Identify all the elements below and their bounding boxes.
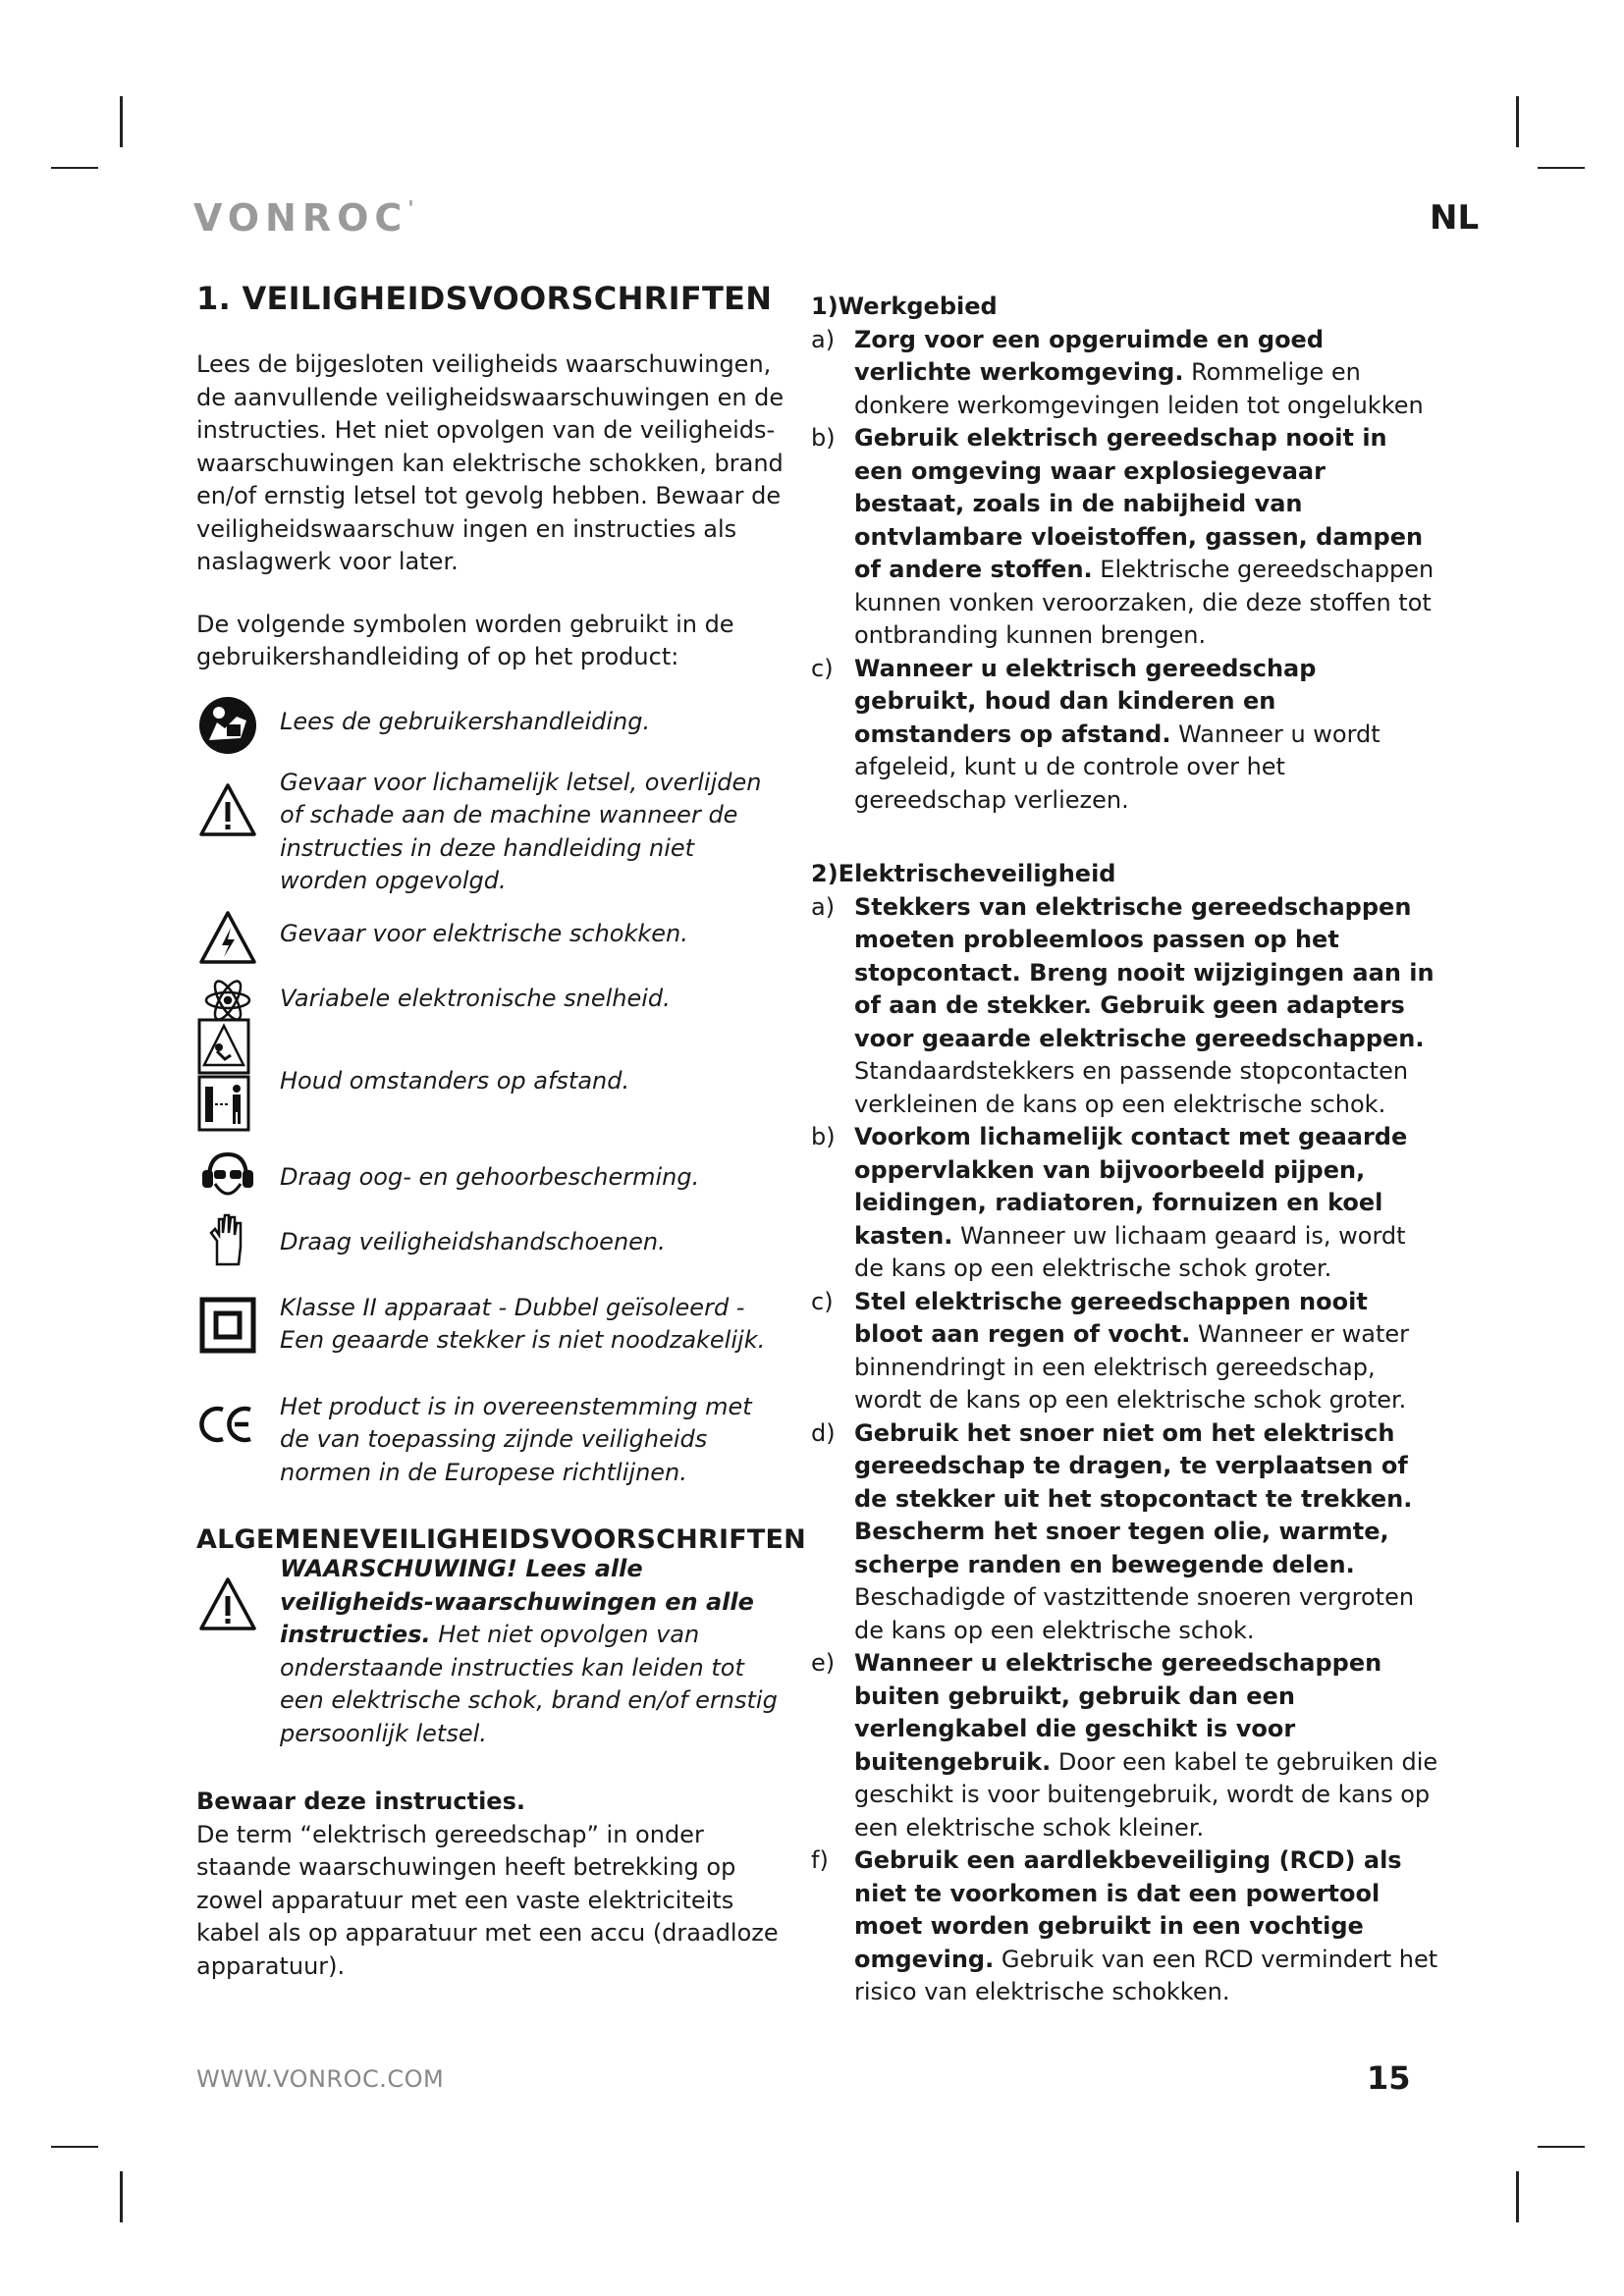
symbol-row: Houd omstanders op afstand. xyxy=(196,1065,785,1130)
list-item: c) Wanneer u elektrisch gereedschap gebruikt, houd dan kinderen en omstanders op afstand. Wanneer u wordt afgeleid, kunt u de controle over het gereedschap verliezen. xyxy=(811,654,1380,814)
symbol-row: Lees de gebruikershandleiding. xyxy=(196,706,785,745)
list-item: b) Voorkom lichamelijk contact met geaarde oppervlakken van bijvoorbeeld pijpen, leidingen, radiatoren, fornuizen en koel kasten. Wanneer uw lichaam geaard is, wordt de kans op een elektrische schok groter. xyxy=(811,1123,1408,1282)
symbol-row: Het product is in overeenstemming met de van toepassing zijnde veiligheids normen in de Europese richtlijnen. xyxy=(196,1391,785,1490)
crop-mark xyxy=(1516,96,1519,147)
symbol-row: Klasse II apparaat - Dubbel geïsoleerd - Een geaarde stekker is niet noodzakelijk. xyxy=(196,1292,785,1358)
section-title: 1. VEILIGHEIDSVOORSCHRIFTEN xyxy=(196,280,773,317)
intro-text: Lees de bijgesloten veiligheids waarschuwingen, de aanvullende veiligheidswaarschuwingen en de instructies. Het niet opvolgen van de veiligheids-waarschuwingen kan elektrische schokken, brand en/of ernstig letsel tot gevolg hebben. Bewaar de veiligheidswaarschuw ingen en instructies als naslagwerk voor later. xyxy=(196,350,785,575)
safety-gloves-icon xyxy=(196,1208,259,1271)
symbols-intro: De volgende symbolen worden gebruikt in de gebruikershandleiding of op het product: xyxy=(196,610,734,670)
class-ii-icon xyxy=(196,1294,259,1357)
list-item: a) Stekkers van elektrische gereedschappen moeten probleemloos passen op het stopcontact. Breng nooit wijzigingen aan in of aan de stekker. Gebruik geen adapters voor geaarde elektrische gereedschappen. Standaardstekkers en passende stopcontacten verkleinen de kans op een elektrische schok. xyxy=(811,892,1435,1118)
electric-shock-icon xyxy=(196,906,259,969)
save-instructions-text: De term “elektrisch gereedschap” in onder staande waarschuwingen heeft betrekking op zowel apparatuur met een vaste elektriciteits kabel als op apparatuur met een accu (draadloze apparatuur). xyxy=(196,1820,779,1980)
page-number: 15 xyxy=(1367,2059,1411,2097)
crop-mark xyxy=(120,2171,123,2222)
bystanders-distance-icon xyxy=(196,1018,251,1132)
list-item: e) Wanneer u elektrische gereedschappen buiten gebruikt, gebruik dan een verlengkabel die geschikt is voor buitengebruik. Door een kabel te gebruiken die geschikt is voor buitengebruik, wordt de kans op een elektrische schok kleiner. xyxy=(811,1649,1438,1842)
symbol-row: Gevaar voor lichamelijk letsel, overlijden of schade aan de machine wanneer de instructies in deze handleiding niet worden opgevolgd. xyxy=(196,767,785,898)
symbol-row: Draag veiligheidshandschoenen. xyxy=(196,1226,785,1259)
list-item: b) Gebruik elektrisch gereedschap nooit in een omgeving waar explosiegevaar bestaat, zoals in de nabijheid van ontvlambare vloeistoffen, gassen, dampen of andere stoffen. Elektrische gereedschappen kunnen vonken veroorzaken, die deze stoffen tot ontbranding kunnen brengen. xyxy=(811,424,1435,649)
section-heading: 1)Werkgebied xyxy=(811,293,998,320)
crop-mark xyxy=(120,96,123,147)
crop-mark xyxy=(51,2146,98,2148)
right-column xyxy=(811,291,1439,2009)
general-safety-title: ALGEMENEVEILIGHEIDSVOORSCHRIFTEN xyxy=(196,1524,806,1555)
warning-triangle-icon xyxy=(196,1573,259,1635)
list-item: d) Gebruik het snoer niet om het elektrisch gereedschap te dragen, te verplaatsen of de stekker uit het stopcontact te trekken. Bescherm het snoer tegen olie, warmte, scherpe randen en bewegende delen. Beschadigde of vastzittende snoeren vergroten de kans op een elektrische schok. xyxy=(811,1418,1415,1644)
read-manual-icon xyxy=(196,694,259,757)
footer-url: WWW.VONROC.COM xyxy=(196,2065,445,2093)
crop-mark xyxy=(1516,2171,1519,2222)
eye-ear-protection-icon xyxy=(196,1146,259,1208)
symbol-row: Gevaar voor elektrische schokken. xyxy=(196,918,785,951)
symbol-row: Draag oog- en gehoorbescherming. xyxy=(196,1161,785,1195)
symbol-row: Variabele elektronische snelheid. xyxy=(196,983,785,1016)
general-warning: WAARSCHUWING! Lees alle veiligheids-waarschuwingen en alle instructies. Het niet opvolgen van onderstaande instructies kan leiden tot een elektrische schok, brand en/of ernstig persoonlijk letsel. xyxy=(196,1553,785,1750)
save-instructions-title: Bewaar deze instructies. xyxy=(196,1788,525,1815)
list-item: a) Zorg voor een opgeruimde en goed verlichte werkomgeving. Rommelige en donkere werkomgevingen leiden tot ongelukken xyxy=(811,325,1424,419)
list-item: f) Gebruik een aardlekbeveiliging (RCD) als niet te voorkomen is dat een powertool moet worden gebruikt in een vochtige omgeving. Gebruik van een RCD vermindert het risico van elektrische schokken. xyxy=(811,1846,1438,2005)
crop-mark xyxy=(1538,2146,1585,2148)
ce-mark-icon xyxy=(196,1393,259,1456)
crop-mark xyxy=(1538,167,1585,169)
brand-logo: VONROC' xyxy=(193,196,420,240)
list-item: c) Stel elektrische gereedschappen nooit bloot aan regen of vocht. Wanneer er water binnendringt in een elektrisch gereedschap, wordt de kans op een elektrische schok groter. xyxy=(811,1287,1409,1414)
left-column xyxy=(196,280,806,1983)
crop-mark xyxy=(51,167,98,169)
warning-triangle-icon xyxy=(196,778,259,841)
language-code: NL xyxy=(1430,198,1480,238)
section-heading: 2)Elektrischeveiligheid xyxy=(811,860,1116,887)
